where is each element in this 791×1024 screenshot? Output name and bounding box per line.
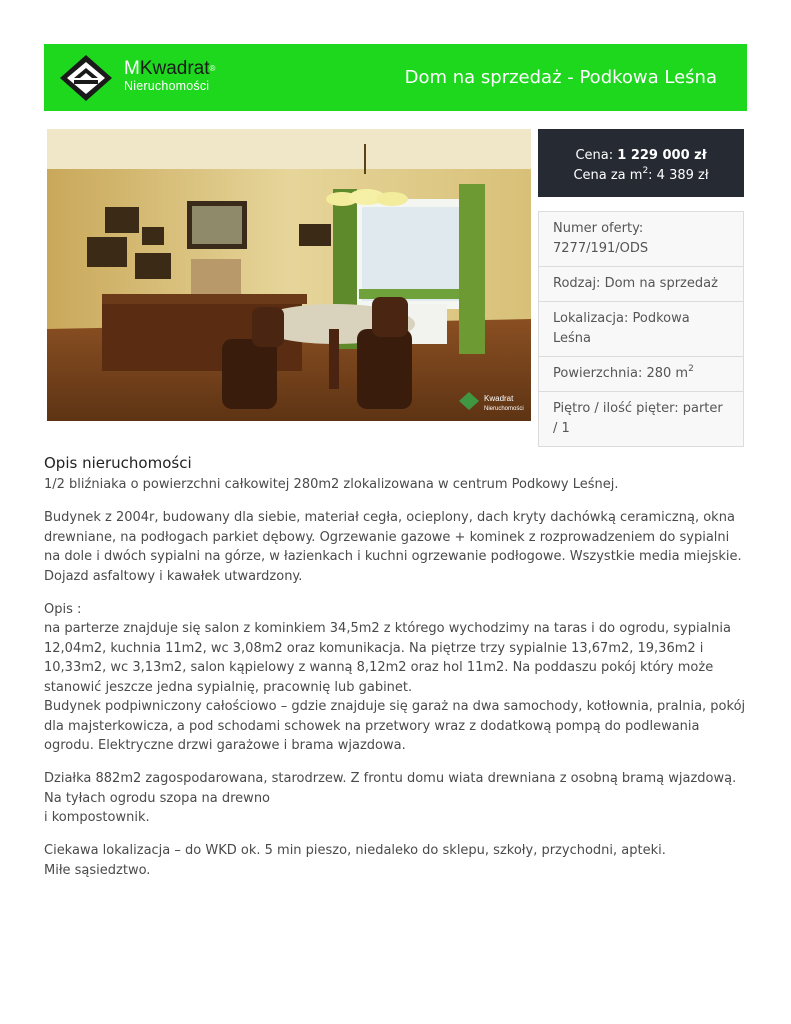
- description-p4-line-1: Działka 882m2 zagospodarowana, starodrzew. Z frontu domu wiata drewniana z osobną bramą wjazdową. Na tyłach ogrodu szopa na drewno: [44, 771, 737, 806]
- detail-floor: Piętro / ilość pięter: parter / 1: [539, 391, 743, 446]
- detail-area-sup: 2: [688, 364, 694, 374]
- detail-area-label: Powierzchnia: 280 m: [553, 366, 689, 381]
- logo-text: [124, 59, 215, 93]
- price-line: [538, 146, 744, 166]
- price-per-m2-label: Cena za m: [573, 168, 643, 183]
- description-p4-line-2: i kompostownik.: [44, 810, 150, 825]
- detail-location: Lokalizacja: Podkowa Leśna: [539, 301, 743, 356]
- detail-offer-number: Numer oferty: 7277/191/ODS: [553, 221, 649, 256]
- description-p3-line-2: na parterze znajduje się salon z kominkiem 34,5m2 z którego wychodzimy na taras i do ogrodu, sypialnia 12,04m2, kuchnia 11m2, wc 3,08m2 oraz komunikacja. Na piętrze trzy sypialnie 13,67m2, 19,36m2 i 10,33m2, wc 3,13m2, salon kąpielowy z wanną 8,12m2 oraz hol 11m2. Na poddaszu pokój który może stanowić jeszcze jedna sypialnię, pracownię lub gabinet.: [44, 621, 731, 695]
- description-paragraph-2: Budynek z 2004r, budowany dla siebie, materiał cegła, ocieplony, dach kryty dachówką ceramiczną, okna drewniane, na podłogach parkiet dębowy. Ogrzewanie gazowe + kominek z rozprowadzeniem do sypialni na dole i dwóch sypialni na górze, w łazienkach i kuchni ogrzewanie podłogowe. Wszystkie media miejskie. Dojazd asfaltowy i kawałek utwardzony.: [44, 510, 742, 584]
- description-p3-line-1: Opis :: [44, 601, 82, 617]
- header-banner: [44, 44, 747, 111]
- price-value: 1 229 000 zł: [617, 148, 707, 163]
- detail-type: Rodzaj: Dom na sprzedaż: [539, 266, 743, 301]
- price-box: [538, 129, 744, 197]
- details-list: [538, 211, 744, 447]
- price-label: Cena:: [575, 148, 618, 163]
- dining-room-photo: [47, 129, 531, 421]
- description-paragraph-1: 1/2 bliźniaka o powierzchni całkowitej 280m2 zlokalizowana w centrum Podkowy Leśnej.: [44, 477, 619, 492]
- description-paragraph-5: [44, 841, 749, 880]
- description-paragraph-3: [44, 600, 749, 756]
- description-p5-line-2: Miłe sąsiedztwo.: [44, 862, 151, 878]
- company-logo[interactable]: [58, 53, 268, 103]
- price-per-m2-value: : 4 389 zł: [648, 168, 709, 183]
- watermark-subtitle: Nieruchomości: [484, 406, 524, 412]
- price-per-m2-line: [538, 166, 744, 186]
- detail-area: [539, 356, 743, 391]
- description-heading: Opis nieruchomości: [44, 454, 192, 472]
- price-per-m2-sup: 2: [642, 166, 649, 176]
- description-p3-line-3: Budynek podpiwniczony całościowo – gdzie znajduje się garaż na dwa samochody, kotłownia, pralnia, pokój dla majsterkowicza, a pod schodami schowek na przetwory wraz z dodatkową pompą do podlewania ogrodu. Elektryczne drzwi garażowe i brama wjazdowa.: [44, 699, 746, 753]
- watermark-name: Kwadrat: [484, 394, 514, 403]
- logo-name: Kwadrat: [139, 58, 210, 79]
- logo-mark-icon: [58, 53, 114, 103]
- property-photo[interactable]: [47, 129, 531, 421]
- page-title: Dom na sprzedaż - Podkowa Leśna: [404, 67, 717, 88]
- description-body: [44, 475, 749, 894]
- description-paragraph-4: [44, 769, 749, 828]
- logo-subtitle: Nieruchomości: [124, 79, 210, 93]
- logo-registered: ®: [209, 64, 216, 73]
- logo-letter: M: [124, 58, 140, 79]
- description-p5-line-1: Ciekawa lokalizacja – do WKD ok. 5 min pieszo, niedaleko do sklepu, szkoły, przychodni, apteki.: [44, 843, 666, 858]
